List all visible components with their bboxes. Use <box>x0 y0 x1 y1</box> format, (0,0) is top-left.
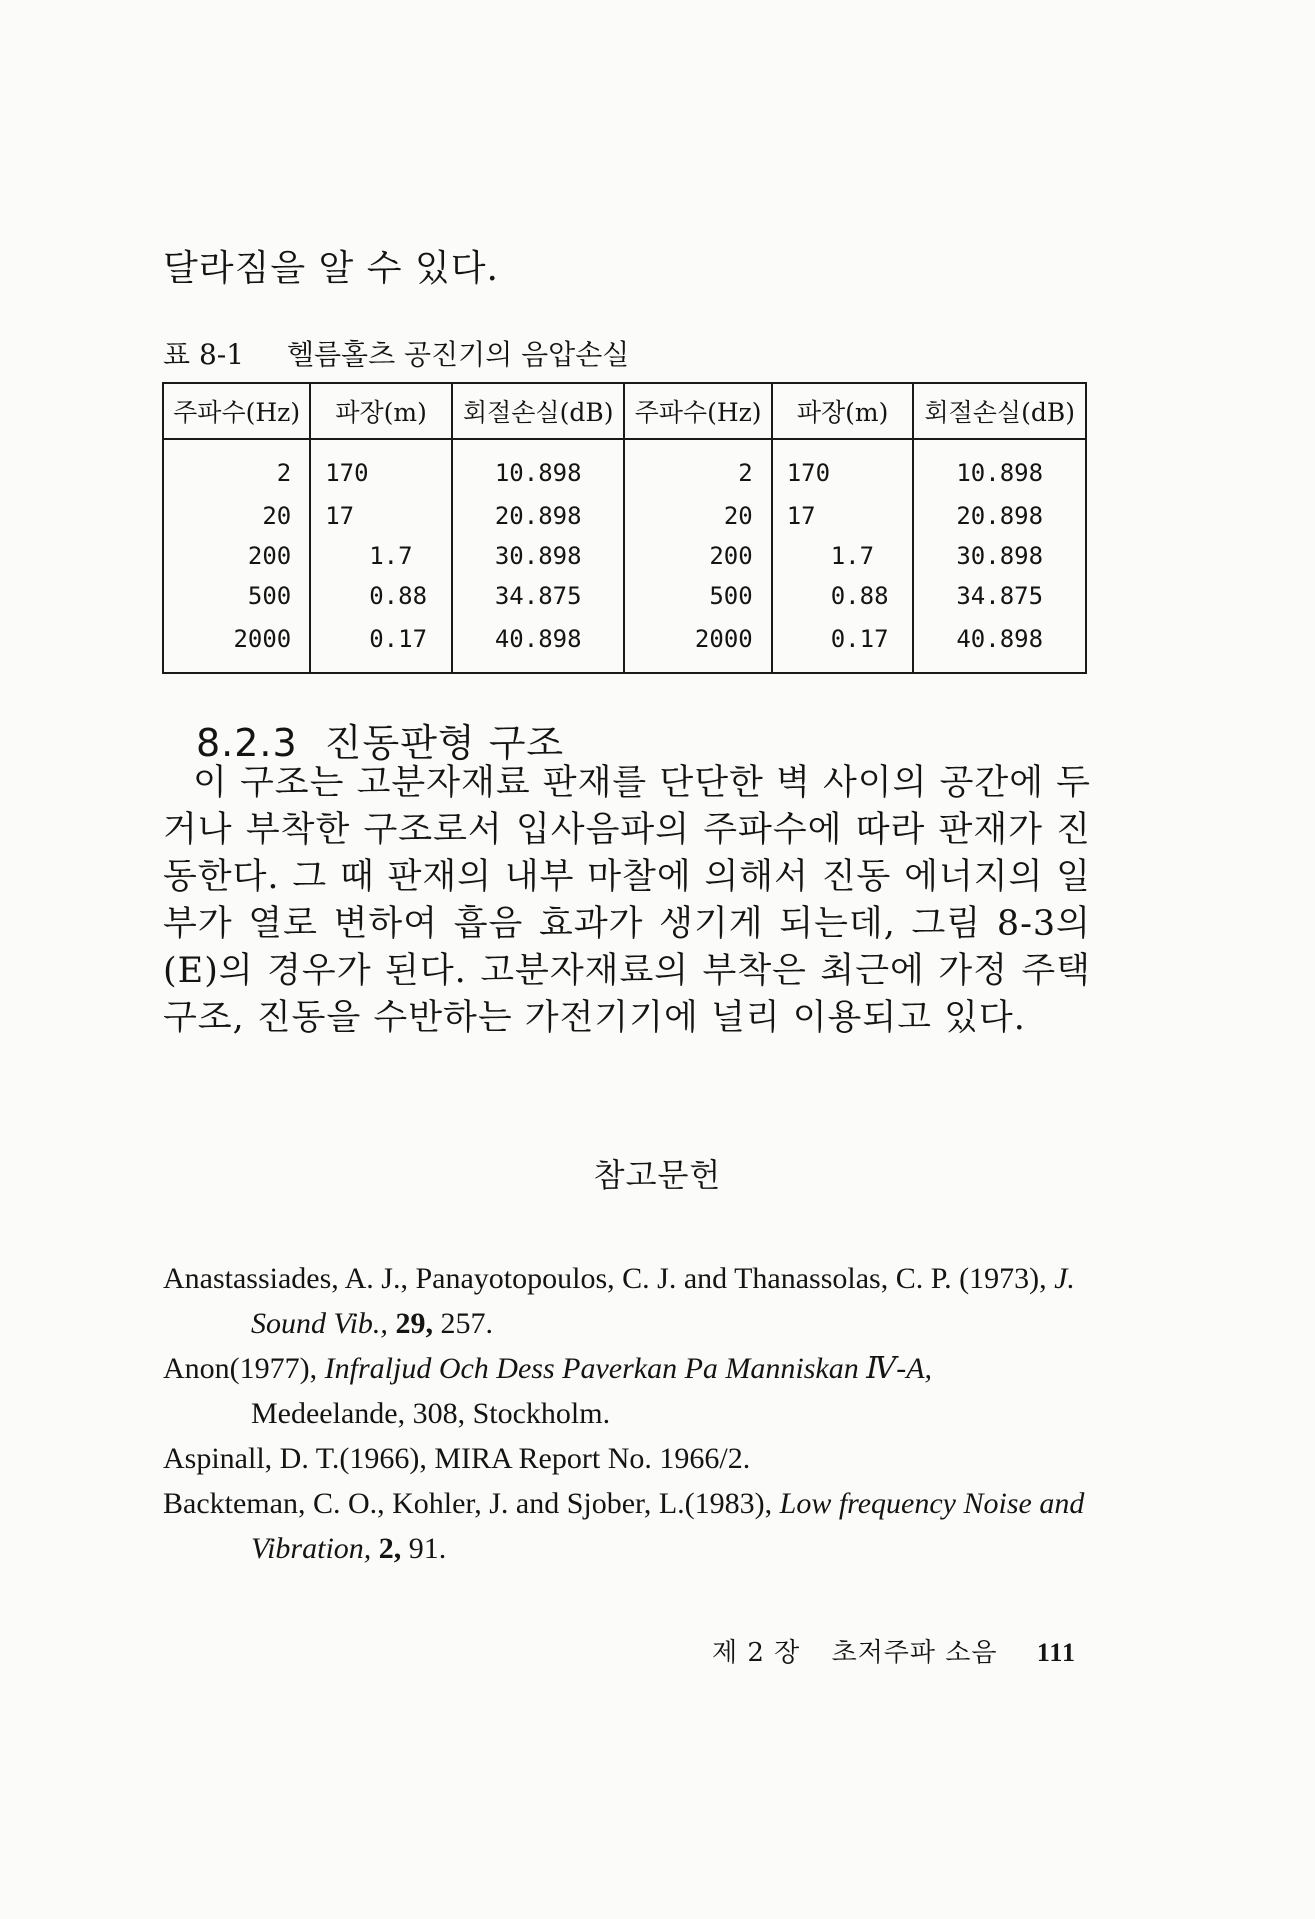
reference-publisher: Medeelande, 308, Stockholm. <box>251 1397 611 1430</box>
header-row <box>163 383 1086 439</box>
table-row <box>163 496 1086 536</box>
data-table <box>162 382 1087 674</box>
cell-frequency: 2 <box>163 439 310 496</box>
section-body: 이 구조는 고분자재료 판재를 단단한 벽 사이의 공간에 두거나 부착한 구조로서 입사음파의 주파수에 따라 판재가 진동한다. 그 때 판재의 내부 마찰에 의해서 진동 에너지의 일부가 열로 변하여 흡음 효과가 생기게 되는데, 그림 8-3의 (E)의 경우가 된다. 고분자재료의 부착은 최근에 가정 주택구조, 진동을 수반하는 가전기기에 널리 이용되고 있다. <box>163 763 1091 1038</box>
table-body <box>163 439 1086 673</box>
reference-text: Aspinall, D. T.(1966), MIRA Report No. 1966/2. <box>163 1442 751 1475</box>
reference-pages: 91. <box>408 1532 447 1565</box>
header-frequency: 주파수(Hz) <box>624 383 771 439</box>
section-number: 8.2.3 <box>196 721 298 765</box>
cell-loss: 34.875 <box>913 576 1086 616</box>
cell-frequency: 2000 <box>624 616 771 673</box>
reference-list <box>163 1256 1093 1571</box>
cell-frequency: 500 <box>624 576 771 616</box>
reference-item <box>163 1436 1093 1481</box>
cell-frequency: 2000 <box>163 616 310 673</box>
cell-wavelength: 0.17 <box>772 616 914 673</box>
cell-wavelength: 1.7 <box>772 536 914 576</box>
cell-loss: 10.898 <box>452 439 625 496</box>
table-caption <box>163 333 629 373</box>
page-footer <box>712 1632 1076 1669</box>
cell-wavelength: 170 <box>310 439 452 496</box>
cell-loss: 20.898 <box>452 496 625 536</box>
cell-frequency: 200 <box>624 536 771 576</box>
reference-volume: 2, <box>378 1532 402 1565</box>
references-heading: 참고문헌 <box>593 1156 722 1194</box>
header-diffraction-loss: 회절손실(dB) <box>452 383 625 439</box>
header-wavelength: 파장(m) <box>310 383 452 439</box>
cell-loss: 34.875 <box>452 576 625 616</box>
section-heading <box>196 712 564 767</box>
header-frequency: 주파수(Hz) <box>163 383 310 439</box>
reference-title: Low frequency Noise and Vibration, <box>251 1487 1085 1565</box>
cell-frequency: 20 <box>163 496 310 536</box>
reference-item <box>163 1346 1093 1436</box>
table-number: 표 8-1 <box>163 338 245 371</box>
cell-wavelength: 0.17 <box>310 616 452 673</box>
reference-authors: Anon(1977), <box>163 1352 318 1385</box>
lead-line: 달라짐을 알 수 있다. <box>163 248 499 289</box>
table-header <box>163 383 1086 439</box>
cell-loss: 40.898 <box>913 616 1086 673</box>
reference-item <box>163 1256 1093 1346</box>
header-wavelength: 파장(m) <box>772 383 914 439</box>
reference-journal: J. Sound Vib., <box>251 1262 1075 1340</box>
table-row <box>163 439 1086 496</box>
reference-pages: 257. <box>440 1307 493 1340</box>
cell-loss: 30.898 <box>913 536 1086 576</box>
reference-volume: 29, <box>395 1307 433 1340</box>
cell-wavelength: 1.7 <box>310 536 452 576</box>
cell-wavelength: 170 <box>772 439 914 496</box>
reference-year: (1973), <box>959 1262 1047 1295</box>
cell-loss: 10.898 <box>913 439 1086 496</box>
footer-chapter-title: 초저주파 소음 <box>831 1638 998 1668</box>
table-row <box>163 616 1086 673</box>
cell-frequency: 20 <box>624 496 771 536</box>
reference-item <box>163 1481 1093 1571</box>
table-row <box>163 576 1086 616</box>
table-row <box>163 536 1086 576</box>
footer-chapter: 제 2 장 <box>712 1638 801 1668</box>
cell-wavelength: 17 <box>772 496 914 536</box>
cell-loss: 40.898 <box>452 616 625 673</box>
cell-frequency: 500 <box>163 576 310 616</box>
header-diffraction-loss: 회절손실(dB) <box>913 383 1086 439</box>
reference-authors: Anastassiades, A. J., Panayotopoulos, C. J. and Thanassolas, C. P. <box>163 1262 952 1295</box>
section-title: 진동판형 구조 <box>324 721 565 765</box>
cell-frequency: 200 <box>163 536 310 576</box>
table-title: 헬름홀츠 공진기의 음압손실 <box>286 338 630 371</box>
cell-loss: 30.898 <box>452 536 625 576</box>
cell-wavelength: 0.88 <box>772 576 914 616</box>
cell-frequency: 2 <box>624 439 771 496</box>
reference-part: Ⅳ-A, <box>866 1352 933 1385</box>
reference-authors: Backteman, C. O., Kohler, J. and Sjober, L.(1983), <box>163 1487 773 1520</box>
page-number: 111 <box>1036 1638 1076 1667</box>
cell-wavelength: 17 <box>310 496 452 536</box>
cell-loss: 20.898 <box>913 496 1086 536</box>
reference-title: Infraljud Och Dess Paverkan Pa Manniskan <box>324 1352 859 1385</box>
cell-wavelength: 0.88 <box>310 576 452 616</box>
